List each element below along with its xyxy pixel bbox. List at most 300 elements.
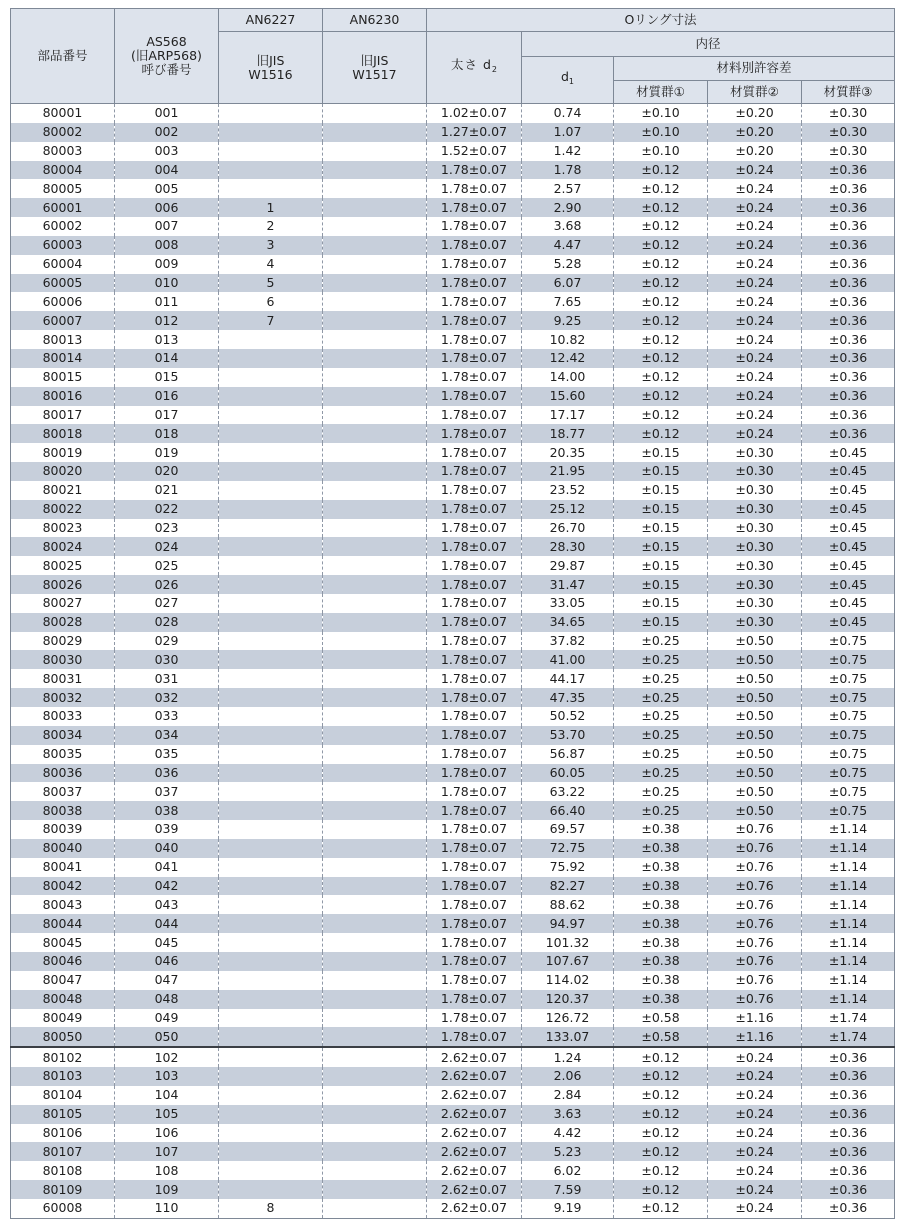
tolerance-group2-cell: ±0.76	[708, 858, 802, 877]
part-number-cell: 80017	[11, 406, 115, 425]
thickness-cell: 1.78±0.07	[427, 801, 522, 820]
tolerance-group3-cell: ±0.36	[802, 1180, 895, 1199]
inner-diameter-cell: 33.05	[522, 594, 614, 613]
part-number-cell: 80023	[11, 519, 115, 538]
tolerance-group3-cell: ±0.36	[802, 368, 895, 387]
inner-diameter-cell: 120.37	[522, 990, 614, 1009]
as568-cell: 002	[115, 123, 219, 142]
thickness-cell: 1.78±0.07	[427, 274, 522, 293]
inner-diameter-cell: 25.12	[522, 500, 614, 519]
table-row	[11, 198, 895, 217]
jis-w1516-cell	[219, 1027, 323, 1047]
tolerance-group2-cell: ±0.76	[708, 820, 802, 839]
tolerance-group1-cell: ±0.25	[614, 764, 708, 783]
table-row	[11, 1142, 895, 1161]
as568-cell: 013	[115, 330, 219, 349]
tolerance-group1-cell: ±0.12	[614, 1161, 708, 1180]
jis-w1517-cell	[323, 820, 427, 839]
thickness-cell: 1.52±0.07	[427, 142, 522, 161]
jis-w1516-cell: 6	[219, 292, 323, 311]
oring-dimension-sheet	[10, 8, 895, 1219]
as568-cell: 047	[115, 971, 219, 990]
tolerance-group3-cell: ±0.36	[802, 292, 895, 311]
inner-diameter-cell: 18.77	[522, 424, 614, 443]
as568-cell: 038	[115, 801, 219, 820]
thickness-cell: 1.78±0.07	[427, 556, 522, 575]
jis-w1516-cell	[219, 330, 323, 349]
tolerance-group3-cell: ±0.36	[802, 1086, 895, 1105]
thickness-cell: 1.78±0.07	[427, 198, 522, 217]
thickness-cell: 1.78±0.07	[427, 764, 522, 783]
thickness-cell: 2.62±0.07	[427, 1142, 522, 1161]
as568-cell: 004	[115, 161, 219, 180]
tolerance-group1-cell: ±0.12	[614, 1047, 708, 1067]
thickness-cell: 1.78±0.07	[427, 971, 522, 990]
table-row	[11, 820, 895, 839]
inner-diameter-cell: 28.30	[522, 537, 614, 556]
tolerance-group1-cell: ±0.15	[614, 613, 708, 632]
jis-w1517-cell	[323, 500, 427, 519]
tolerance-group2-cell: ±0.24	[708, 1161, 802, 1180]
as568-cell: 109	[115, 1180, 219, 1199]
jis-w1516-cell	[219, 745, 323, 764]
part-number-cell: 80022	[11, 500, 115, 519]
header-thickness-label: 太さ d	[450, 57, 492, 72]
part-number-cell: 80049	[11, 1009, 115, 1028]
tolerance-group1-cell: ±0.38	[614, 990, 708, 1009]
thickness-cell: 1.78±0.07	[427, 575, 522, 594]
tolerance-group1-cell: ±0.58	[614, 1009, 708, 1028]
jis-w1517-cell	[323, 877, 427, 896]
jis-w1517-cell	[323, 481, 427, 500]
thickness-cell: 1.78±0.07	[427, 424, 522, 443]
thickness-cell: 1.78±0.07	[427, 368, 522, 387]
part-number-cell: 80015	[11, 368, 115, 387]
tolerance-group2-cell: ±0.50	[708, 707, 802, 726]
jis-w1517-cell	[323, 236, 427, 255]
thickness-cell: 1.78±0.07	[427, 726, 522, 745]
tolerance-group1-cell: ±0.12	[614, 1142, 708, 1161]
inner-diameter-cell: 17.17	[522, 406, 614, 425]
table-row	[11, 1047, 895, 1067]
tolerance-group2-cell: ±0.24	[708, 236, 802, 255]
tolerance-group2-cell: ±0.76	[708, 895, 802, 914]
tolerance-group1-cell: ±0.15	[614, 443, 708, 462]
jis-w1517-cell	[323, 1142, 427, 1161]
inner-diameter-cell: 4.42	[522, 1124, 614, 1143]
tolerance-group2-cell: ±0.24	[708, 255, 802, 274]
jis-w1517-cell	[323, 274, 427, 293]
part-number-cell: 80033	[11, 707, 115, 726]
inner-diameter-cell: 94.97	[522, 914, 614, 933]
jis-w1516-cell	[219, 613, 323, 632]
jis-w1516-cell: 2	[219, 217, 323, 236]
as568-cell: 011	[115, 292, 219, 311]
jis-w1517-cell	[323, 462, 427, 481]
tolerance-group1-cell: ±0.12	[614, 236, 708, 255]
jis-w1517-cell	[323, 311, 427, 330]
tolerance-group3-cell: ±0.36	[802, 217, 895, 236]
jis-w1516-cell	[219, 1086, 323, 1105]
jis-w1517-cell	[323, 198, 427, 217]
table-row	[11, 1161, 895, 1180]
table-row	[11, 764, 895, 783]
tolerance-group1-cell: ±0.12	[614, 1105, 708, 1124]
table-row	[11, 914, 895, 933]
tolerance-group1-cell: ±0.12	[614, 217, 708, 236]
tolerance-group2-cell: ±1.16	[708, 1027, 802, 1047]
thickness-cell: 1.78±0.07	[427, 1027, 522, 1047]
jis-w1516-cell	[219, 952, 323, 971]
tolerance-group3-cell: ±0.36	[802, 424, 895, 443]
table-row	[11, 142, 895, 161]
jis-w1516-cell	[219, 820, 323, 839]
inner-diameter-cell: 14.00	[522, 368, 614, 387]
jis-w1517-cell	[323, 104, 427, 123]
jis-w1516-cell	[219, 726, 323, 745]
tolerance-group1-cell: ±0.12	[614, 406, 708, 425]
table-row	[11, 462, 895, 481]
part-number-cell: 80004	[11, 161, 115, 180]
tolerance-group3-cell: ±1.14	[802, 971, 895, 990]
as568-cell: 032	[115, 688, 219, 707]
inner-diameter-cell: 23.52	[522, 481, 614, 500]
jis-w1516-cell	[219, 801, 323, 820]
as568-cell: 021	[115, 481, 219, 500]
header-jis-w1516-line2: W1516	[248, 66, 293, 82]
tolerance-group2-cell: ±0.24	[708, 424, 802, 443]
thickness-cell: 2.62±0.07	[427, 1047, 522, 1067]
as568-cell: 046	[115, 952, 219, 971]
tolerance-group1-cell: ±0.12	[614, 198, 708, 217]
jis-w1516-cell: 5	[219, 274, 323, 293]
inner-diameter-cell: 72.75	[522, 839, 614, 858]
thickness-cell: 1.78±0.07	[427, 481, 522, 500]
as568-cell: 105	[115, 1105, 219, 1124]
table-row	[11, 104, 895, 123]
jis-w1516-cell	[219, 387, 323, 406]
tolerance-group3-cell: ±0.36	[802, 1067, 895, 1086]
jis-w1516-cell: 4	[219, 255, 323, 274]
tolerance-group3-cell: ±0.36	[802, 330, 895, 349]
tolerance-group1-cell: ±0.12	[614, 1199, 708, 1218]
jis-w1516-cell	[219, 971, 323, 990]
thickness-cell: 1.78±0.07	[427, 217, 522, 236]
jis-w1516-cell	[219, 650, 323, 669]
tolerance-group1-cell: ±0.10	[614, 104, 708, 123]
tolerance-group1-cell: ±0.12	[614, 368, 708, 387]
jis-w1517-cell	[323, 443, 427, 462]
tolerance-group2-cell: ±1.16	[708, 1009, 802, 1028]
jis-w1517-cell	[323, 990, 427, 1009]
inner-diameter-cell: 56.87	[522, 745, 614, 764]
jis-w1516-cell	[219, 575, 323, 594]
tolerance-group2-cell: ±0.24	[708, 1105, 802, 1124]
tolerance-group2-cell: ±0.30	[708, 537, 802, 556]
part-number-cell: 80021	[11, 481, 115, 500]
part-number-cell: 80030	[11, 650, 115, 669]
table-row	[11, 745, 895, 764]
tolerance-group2-cell: ±0.24	[708, 274, 802, 293]
tolerance-group2-cell: ±0.76	[708, 990, 802, 1009]
tolerance-group3-cell: ±0.45	[802, 519, 895, 538]
inner-diameter-cell: 101.32	[522, 933, 614, 952]
table-row	[11, 349, 895, 368]
inner-diameter-cell: 107.67	[522, 952, 614, 971]
tolerance-group3-cell: ±1.14	[802, 914, 895, 933]
tolerance-group1-cell: ±0.12	[614, 1124, 708, 1143]
inner-diameter-cell: 47.35	[522, 688, 614, 707]
jis-w1516-cell: 1	[219, 198, 323, 217]
as568-cell: 012	[115, 311, 219, 330]
jis-w1517-cell	[323, 613, 427, 632]
tolerance-group1-cell: ±0.15	[614, 594, 708, 613]
inner-diameter-cell: 66.40	[522, 801, 614, 820]
tolerance-group2-cell: ±0.30	[708, 443, 802, 462]
tolerance-group3-cell: ±0.36	[802, 236, 895, 255]
part-number-cell: 80043	[11, 895, 115, 914]
tolerance-group3-cell: ±0.75	[802, 669, 895, 688]
table-row	[11, 443, 895, 462]
tolerance-group1-cell: ±0.15	[614, 481, 708, 500]
tolerance-group2-cell: ±0.24	[708, 330, 802, 349]
jis-w1516-cell	[219, 123, 323, 142]
jis-w1517-cell	[323, 669, 427, 688]
jis-w1517-cell	[323, 933, 427, 952]
tolerance-group3-cell: ±0.30	[802, 142, 895, 161]
inner-diameter-cell: 20.35	[522, 443, 614, 462]
jis-w1516-cell	[219, 406, 323, 425]
tolerance-group1-cell: ±0.38	[614, 839, 708, 858]
tolerance-group2-cell: ±0.20	[708, 104, 802, 123]
header-oring-dimensions: Oリング寸法	[427, 9, 895, 32]
jis-w1516-cell	[219, 707, 323, 726]
tolerance-group2-cell: ±0.20	[708, 123, 802, 142]
header-thickness-d2	[427, 32, 522, 104]
table-row	[11, 274, 895, 293]
jis-w1516-cell	[219, 462, 323, 481]
table-row	[11, 311, 895, 330]
part-number-cell: 80029	[11, 632, 115, 651]
tolerance-group3-cell: ±1.14	[802, 820, 895, 839]
tolerance-group1-cell: ±0.12	[614, 161, 708, 180]
tolerance-group2-cell: ±0.76	[708, 952, 802, 971]
header-jis-w1517	[323, 32, 427, 104]
as568-cell: 015	[115, 368, 219, 387]
as568-cell: 045	[115, 933, 219, 952]
tolerance-group2-cell: ±0.24	[708, 406, 802, 425]
table-row	[11, 424, 895, 443]
jis-w1517-cell	[323, 406, 427, 425]
as568-cell: 042	[115, 877, 219, 896]
tolerance-group1-cell: ±0.25	[614, 726, 708, 745]
thickness-cell: 1.78±0.07	[427, 839, 522, 858]
tolerance-group1-cell: ±0.12	[614, 330, 708, 349]
inner-diameter-cell: 5.23	[522, 1142, 614, 1161]
jis-w1516-cell	[219, 895, 323, 914]
thickness-cell: 1.78±0.07	[427, 820, 522, 839]
as568-cell: 033	[115, 707, 219, 726]
part-number-cell: 80105	[11, 1105, 115, 1124]
jis-w1517-cell	[323, 179, 427, 198]
tolerance-group3-cell: ±1.14	[802, 895, 895, 914]
part-number-cell: 60002	[11, 217, 115, 236]
tolerance-group2-cell: ±0.24	[708, 387, 802, 406]
header-material-group-2: 材質群②	[708, 81, 802, 104]
table-row	[11, 801, 895, 820]
thickness-cell: 2.62±0.07	[427, 1105, 522, 1124]
table-row	[11, 650, 895, 669]
inner-diameter-cell: 12.42	[522, 349, 614, 368]
thickness-cell: 2.62±0.07	[427, 1180, 522, 1199]
jis-w1516-cell	[219, 1161, 323, 1180]
jis-w1516-cell	[219, 1124, 323, 1143]
thickness-cell: 1.78±0.07	[427, 406, 522, 425]
jis-w1517-cell	[323, 255, 427, 274]
as568-cell: 022	[115, 500, 219, 519]
table-row	[11, 406, 895, 425]
part-number-cell: 80003	[11, 142, 115, 161]
part-number-cell: 80024	[11, 537, 115, 556]
inner-diameter-cell: 6.02	[522, 1161, 614, 1180]
tolerance-group3-cell: ±0.75	[802, 707, 895, 726]
jis-w1517-cell	[323, 801, 427, 820]
thickness-cell: 1.78±0.07	[427, 613, 522, 632]
as568-cell: 018	[115, 424, 219, 443]
thickness-cell: 1.78±0.07	[427, 519, 522, 538]
table-row	[11, 179, 895, 198]
thickness-cell: 2.62±0.07	[427, 1161, 522, 1180]
table-row	[11, 669, 895, 688]
part-number-cell: 80020	[11, 462, 115, 481]
tolerance-group3-cell: ±1.74	[802, 1027, 895, 1047]
as568-cell: 010	[115, 274, 219, 293]
tolerance-group2-cell: ±0.50	[708, 782, 802, 801]
table-row	[11, 895, 895, 914]
tolerance-group1-cell: ±0.15	[614, 500, 708, 519]
jis-w1517-cell	[323, 556, 427, 575]
tolerance-group3-cell: ±0.36	[802, 387, 895, 406]
jis-w1516-cell	[219, 669, 323, 688]
jis-w1517-cell	[323, 895, 427, 914]
tolerance-group2-cell: ±0.76	[708, 971, 802, 990]
table-row	[11, 1105, 895, 1124]
tolerance-group2-cell: ±0.30	[708, 500, 802, 519]
part-number-cell: 80005	[11, 179, 115, 198]
thickness-cell: 1.78±0.07	[427, 387, 522, 406]
table-row	[11, 990, 895, 1009]
thickness-cell: 1.78±0.07	[427, 782, 522, 801]
jis-w1516-cell	[219, 858, 323, 877]
tolerance-group1-cell: ±0.10	[614, 123, 708, 142]
jis-w1517-cell	[323, 632, 427, 651]
table-row	[11, 500, 895, 519]
inner-diameter-cell: 3.68	[522, 217, 614, 236]
tolerance-group3-cell: ±0.75	[802, 650, 895, 669]
jis-w1517-cell	[323, 745, 427, 764]
inner-diameter-cell: 10.82	[522, 330, 614, 349]
inner-diameter-cell: 2.84	[522, 1086, 614, 1105]
inner-diameter-cell: 82.27	[522, 877, 614, 896]
tolerance-group3-cell: ±0.45	[802, 500, 895, 519]
part-number-cell: 60003	[11, 236, 115, 255]
inner-diameter-cell: 133.07	[522, 1027, 614, 1047]
thickness-cell: 1.78±0.07	[427, 914, 522, 933]
tolerance-group2-cell: ±0.30	[708, 594, 802, 613]
inner-diameter-cell: 21.95	[522, 462, 614, 481]
tolerance-group2-cell: ±0.24	[708, 1086, 802, 1105]
tolerance-group1-cell: ±0.25	[614, 650, 708, 669]
part-number-cell: 60007	[11, 311, 115, 330]
jis-w1516-cell: 8	[219, 1199, 323, 1218]
table-row	[11, 123, 895, 142]
jis-w1517-cell	[323, 1047, 427, 1067]
as568-cell: 009	[115, 255, 219, 274]
part-number-cell: 60001	[11, 198, 115, 217]
header-jis-w1516	[219, 32, 323, 104]
tolerance-group2-cell: ±0.76	[708, 839, 802, 858]
as568-cell: 007	[115, 217, 219, 236]
jis-w1517-cell	[323, 971, 427, 990]
as568-cell: 106	[115, 1124, 219, 1143]
jis-w1516-cell	[219, 519, 323, 538]
inner-diameter-cell: 37.82	[522, 632, 614, 651]
inner-diameter-cell: 26.70	[522, 519, 614, 538]
as568-cell: 037	[115, 782, 219, 801]
tolerance-group3-cell: ±0.36	[802, 179, 895, 198]
tolerance-group1-cell: ±0.10	[614, 142, 708, 161]
part-number-cell: 80050	[11, 1027, 115, 1047]
as568-cell: 003	[115, 142, 219, 161]
tolerance-group1-cell: ±0.12	[614, 1180, 708, 1199]
tolerance-group1-cell: ±0.38	[614, 914, 708, 933]
header-material-group-1: 材質群①	[614, 81, 708, 104]
tolerance-group3-cell: ±0.45	[802, 462, 895, 481]
jis-w1517-cell	[323, 349, 427, 368]
jis-w1516-cell	[219, 594, 323, 613]
jis-w1517-cell	[323, 575, 427, 594]
jis-w1516-cell	[219, 1105, 323, 1124]
table-row	[11, 255, 895, 274]
jis-w1517-cell	[323, 1086, 427, 1105]
part-number-cell: 80108	[11, 1161, 115, 1180]
table-row	[11, 481, 895, 500]
table-row	[11, 1027, 895, 1047]
as568-cell: 108	[115, 1161, 219, 1180]
inner-diameter-cell: 2.90	[522, 198, 614, 217]
part-number-cell: 80031	[11, 669, 115, 688]
as568-cell: 026	[115, 575, 219, 594]
part-number-cell: 60008	[11, 1199, 115, 1218]
table-row	[11, 556, 895, 575]
thickness-cell: 1.78±0.07	[427, 349, 522, 368]
jis-w1516-cell	[219, 500, 323, 519]
tolerance-group3-cell: ±0.36	[802, 1161, 895, 1180]
jis-w1516-cell	[219, 1180, 323, 1199]
tolerance-group1-cell: ±0.12	[614, 349, 708, 368]
tolerance-group3-cell: ±1.74	[802, 1009, 895, 1028]
tolerance-group1-cell: ±0.25	[614, 745, 708, 764]
jis-w1517-cell	[323, 858, 427, 877]
as568-cell: 014	[115, 349, 219, 368]
tolerance-group3-cell: ±0.30	[802, 104, 895, 123]
as568-cell: 049	[115, 1009, 219, 1028]
part-number-cell: 80103	[11, 1067, 115, 1086]
jis-w1517-cell	[323, 764, 427, 783]
jis-w1517-cell	[323, 1199, 427, 1218]
header-tolerance-by-material: 材料別許容差	[614, 56, 895, 81]
tolerance-group3-cell: ±0.45	[802, 575, 895, 594]
